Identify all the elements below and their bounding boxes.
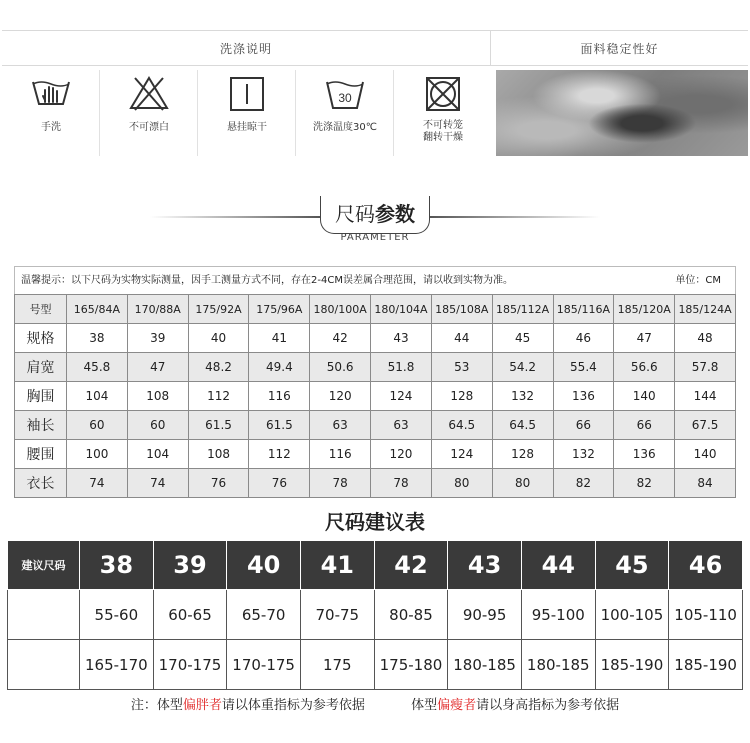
table-cell: 180/100A [310,295,371,324]
table-cell: 116 [310,440,371,469]
table-cell: 49.4 [249,353,310,382]
table-cell: 185/108A [431,295,492,324]
weight-cell: 55-60 [80,590,154,640]
row-label: 袖长 [15,411,67,440]
table-cell: 46 [553,324,614,353]
care-item-no-bleach [100,70,198,156]
table-cell: 60 [67,411,128,440]
size-cell: 39 [153,541,227,590]
size-cell: 45 [595,541,669,590]
table-cell: 56.6 [614,353,675,382]
table-cell: 84 [675,469,736,498]
table-cell: 170/88A [127,295,188,324]
fabric-photo [496,70,748,156]
table-cell: 128 [492,440,553,469]
table-cell: 76 [188,469,249,498]
table-cell: 74 [67,469,128,498]
table-cell: 60 [127,411,188,440]
table-cell: 45 [492,324,553,353]
no-bleach-icon [129,74,169,114]
care-item-hand-wash [2,70,100,156]
recommend-size-row [8,541,743,590]
wash-30-icon [325,74,365,114]
table-cell: 55.4 [553,353,614,382]
height-cell: 185-190 [669,640,743,690]
table-cell: 108 [188,440,249,469]
care-icons-row [2,70,492,156]
line-dry-icon [227,74,267,114]
row-label: 号型 [15,295,67,324]
unit-label: 单位：CM [675,275,721,286]
height-cell: 170-175 [153,640,227,690]
table-cell: 66 [614,411,675,440]
table-cell: 40 [188,324,249,353]
size-cell: 40 [227,541,301,590]
table-cell: 140 [614,382,675,411]
height-cell: 175 [300,640,374,690]
table-cell: 39 [127,324,188,353]
table-cell: 44 [431,324,492,353]
weight-cell: 100-105 [595,590,669,640]
table-cell: 66 [553,411,614,440]
table-cell: 48 [675,324,736,353]
table-cell: 38 [67,324,128,353]
parameter-title: 尺码参数 [335,202,415,226]
care-item-wash-30 [296,70,394,156]
table-cell: 120 [371,440,432,469]
table-cell: 48.2 [188,353,249,382]
table-cell: 53 [431,353,492,382]
care-section [0,30,750,156]
size-cell: 44 [521,541,595,590]
table-cell: 128 [431,382,492,411]
table-cell: 50.6 [310,353,371,382]
care-title: 洗涤说明 [2,30,490,66]
care-item-line-dry [198,70,296,156]
height-cell: 180-185 [521,640,595,690]
table-cell: 41 [249,324,310,353]
table-cell: 108 [127,382,188,411]
table-cell: 61.5 [249,411,310,440]
table-cell: 100 [67,440,128,469]
size-cell: 43 [448,541,522,590]
table-cell: 47 [127,353,188,382]
table-cell: 64.5 [431,411,492,440]
fabric-title: 面料稳定性好 [490,30,748,66]
care-label: 不可转笼 翻转干燥 [423,120,463,143]
table-cell: 104 [67,382,128,411]
hand-wash-icon [31,74,71,114]
table-cell: 78 [310,469,371,498]
table-cell: 144 [675,382,736,411]
size-cell: 41 [300,541,374,590]
no-tumble-dry-icon [423,74,463,114]
table-cell: 116 [249,382,310,411]
table-cell: 54.2 [492,353,553,382]
height-cell: 180-185 [448,640,522,690]
table-cell: 112 [188,382,249,411]
table-cell: 185/124A [675,295,736,324]
table-cell: 104 [127,440,188,469]
recommend-title: 尺码建议表 [325,510,425,534]
care-label: 悬挂晾干 [227,122,267,133]
care-label: 不可漂白 [129,122,169,133]
table-row [15,411,736,440]
table-cell: 185/120A [614,295,675,324]
table-cell: 42 [310,324,371,353]
height-cell: 165-170 [80,640,154,690]
row-label: 体重 kg [8,590,80,640]
recommend-table [7,540,743,690]
table-cell: 136 [614,440,675,469]
row-label: 胸围 [15,382,67,411]
table-cell: 180/104A [371,295,432,324]
table-row [15,469,736,498]
table-cell: 185/112A [492,295,553,324]
table-cell: 82 [553,469,614,498]
table-cell: 124 [431,440,492,469]
parameter-subtitle: PARAMETER [340,232,410,243]
row-label: 规格 [15,324,67,353]
weight-cell: 105-110 [669,590,743,640]
height-cell: 175-180 [374,640,448,690]
weight-cell: 80-85 [374,590,448,640]
table-row [15,440,736,469]
table-cell: 64.5 [492,411,553,440]
table-row [15,324,736,353]
svg-text:30: 30 [338,91,352,105]
table-cell: 61.5 [188,411,249,440]
table-cell: 132 [553,440,614,469]
table-cell: 63 [310,411,371,440]
table-cell: 112 [249,440,310,469]
table-cell: 185/116A [553,295,614,324]
recommend-weight-row [8,590,743,640]
table-row [15,295,736,324]
height-cell: 170-175 [227,640,301,690]
table-cell: 124 [371,382,432,411]
table-cell: 47 [614,324,675,353]
table-row [15,382,736,411]
table-cell: 132 [492,382,553,411]
size-notice: 温馨提示：以下尺码为实物实际测量，因手工测量方式不同，存在2-4CM误差属合理范围，请以收到实物为准。 单位：CM [14,266,736,294]
table-cell: 57.8 [675,353,736,382]
table-cell: 51.8 [371,353,432,382]
divider-left [150,216,320,218]
row-label: 身高 cm [8,640,80,690]
table-cell: 45.8 [67,353,128,382]
table-cell: 175/96A [249,295,310,324]
parameter-heading [0,196,750,248]
table-cell: 140 [675,440,736,469]
divider-right [430,216,600,218]
table-cell: 175/92A [188,295,249,324]
weight-cell: 95-100 [521,590,595,640]
table-cell: 74 [127,469,188,498]
size-cell: 42 [374,541,448,590]
size-cell: 46 [669,541,743,590]
size-table [14,294,736,498]
care-label: 手洗 [41,122,61,133]
recommend-height-row [8,640,743,690]
weight-cell: 70-75 [300,590,374,640]
row-label: 建议尺码 [8,541,80,590]
care-item-no-tumble-dry [394,70,492,156]
table-cell: 63 [371,411,432,440]
weight-cell: 65-70 [227,590,301,640]
table-cell: 76 [249,469,310,498]
table-cell: 80 [431,469,492,498]
height-cell: 185-190 [595,640,669,690]
footnote: 注：体型偏胖者请以体重指标为参考依据 体型偏瘦者请以身高指标为参考依据 [130,698,620,713]
care-label: 洗涤温度30℃ [313,122,377,133]
table-cell: 78 [371,469,432,498]
row-label: 腰围 [15,440,67,469]
row-label: 衣长 [15,469,67,498]
table-cell: 82 [614,469,675,498]
table-cell: 43 [371,324,432,353]
table-row [15,353,736,382]
row-label: 肩宽 [15,353,67,382]
table-cell: 136 [553,382,614,411]
table-cell: 120 [310,382,371,411]
table-cell: 67.5 [675,411,736,440]
table-cell: 165/84A [67,295,128,324]
table-cell: 80 [492,469,553,498]
weight-cell: 60-65 [153,590,227,640]
weight-cell: 90-95 [448,590,522,640]
size-cell: 38 [80,541,154,590]
